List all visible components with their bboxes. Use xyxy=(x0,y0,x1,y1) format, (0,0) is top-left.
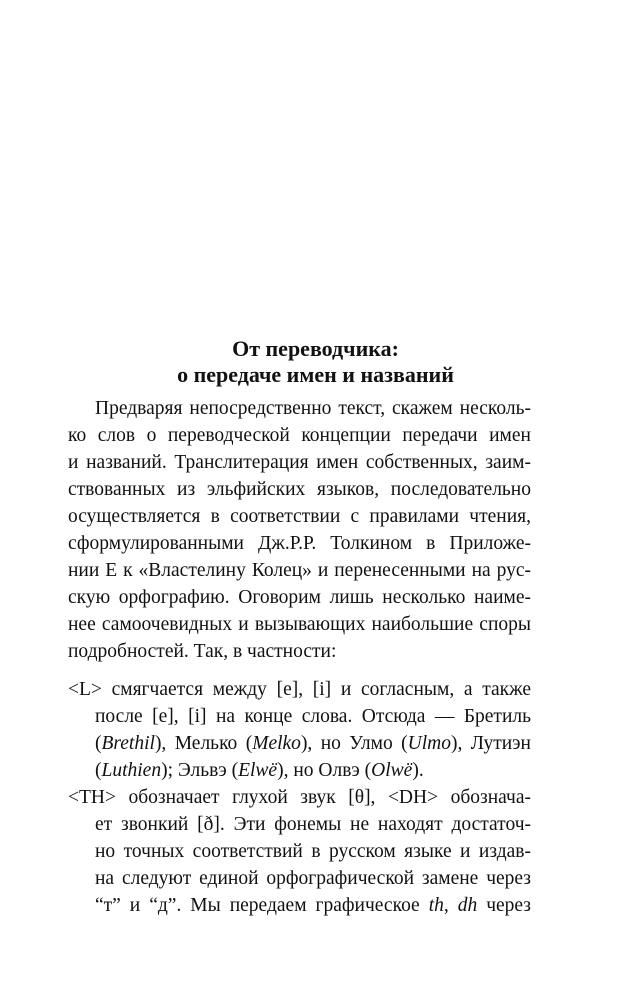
rule-th-line: ет звонкий [ð]. Эти фонемы не находят достаточ- xyxy=(95,814,531,835)
section-title: От переводчика: xyxy=(232,336,399,361)
intro-line: нее самоочевидных и вызывающих наибольшие споры xyxy=(68,614,531,635)
rule-l-line: (Luthien); Эльвэ (Elwë), но Олвэ (Olwë). xyxy=(95,760,424,781)
rule-th-line: на следуют единой орфографической замене через xyxy=(95,868,531,889)
rule-th-line: но точных соответствий в русском языке и издав- xyxy=(95,841,531,862)
rule-l-line: после [e], [i] на конце слова. Отсюда — Бретиль xyxy=(95,706,531,727)
rule-l-line: <L> смягчается между [e], [i] и согласным, а также xyxy=(68,679,531,700)
intro-line: ствованных из эльфийских языков, последовательно xyxy=(68,479,531,500)
section-subtitle: о передаче имен и названий xyxy=(177,362,454,387)
intro-line: нии Е к «Властелину Колец» и перенесенными на рус- xyxy=(68,560,531,581)
rule-th-line: “т” и “д”. Мы передаем графическое th, dh через xyxy=(95,895,532,916)
intro-line: осуществляется в соответствии с правилами чтения, xyxy=(68,506,531,527)
rule-th-line: <TH> обозначает глухой звук [θ], <DH> обознача- xyxy=(68,787,531,808)
intro-line: ко слов о переводческой концепции передачи имен xyxy=(68,425,531,446)
rule-l-line: (Brethil), Мелько (Melko), но Улмо (Ulmo), Лутиэн xyxy=(95,733,531,754)
intro-line: и названий. Транслитерация имен собственных, заим- xyxy=(68,452,531,473)
intro-line-last: подробностей. Так, в частности: xyxy=(68,641,337,662)
intro-line: Предваряя непосредственно текст, скажем несколь- xyxy=(95,398,531,419)
intro-line: скую орфографию. Оговорим лишь несколько наиме- xyxy=(68,587,531,608)
intro-line: сформулированными Дж.Р.Р. Толкином в Приложе- xyxy=(68,533,531,554)
